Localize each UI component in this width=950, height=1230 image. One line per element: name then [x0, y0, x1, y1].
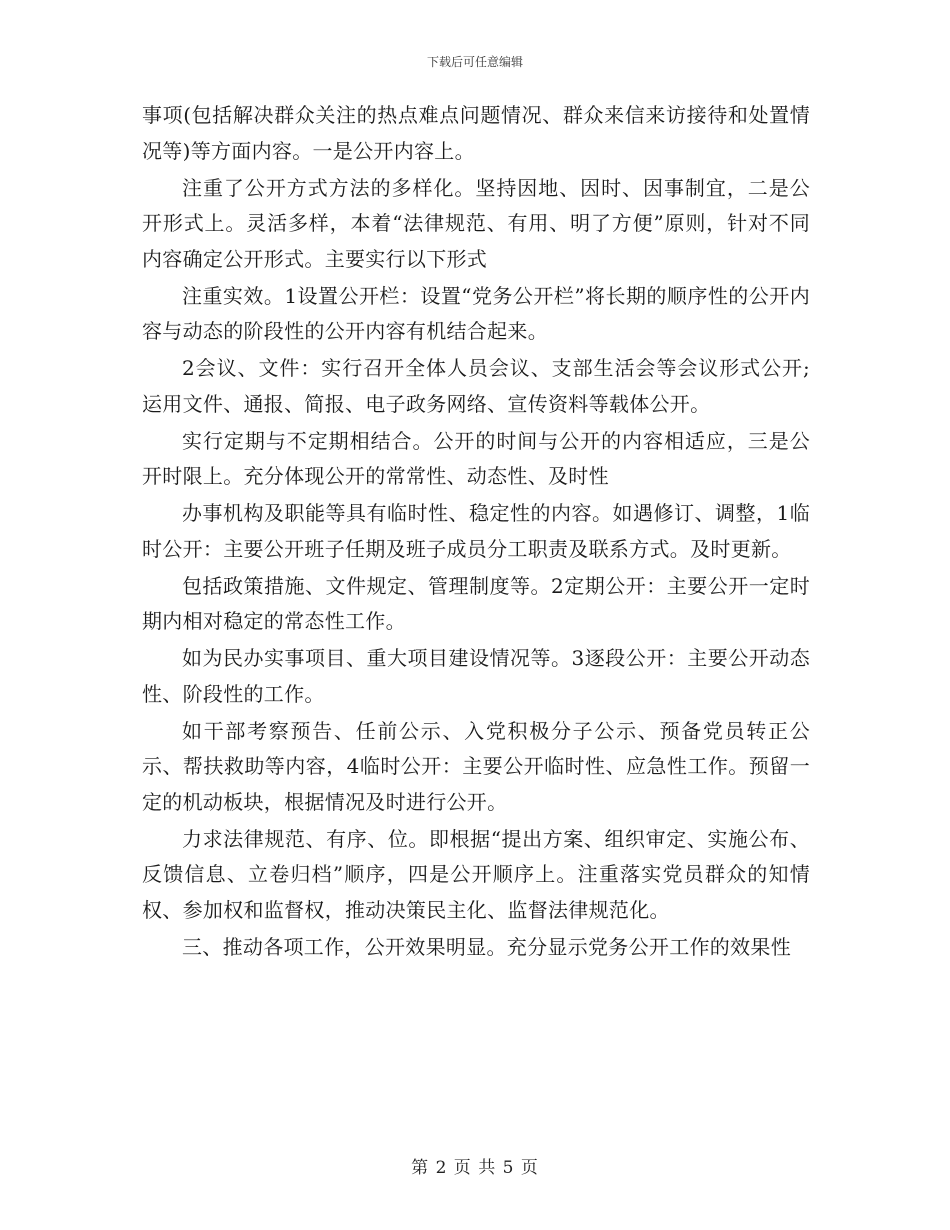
- paragraph-8: 如为民办实事项目、重大项目建设情况等。3逐段公开：主要公开动态性、阶段性的工作。: [142, 646, 810, 706]
- paragraph-6: 办事机构及职能等具有临时性、稳定性的内容。如遇修订、调整，1临时公开：主要公开班子任期及班子成员分工职责及联系方式。及时更新。: [142, 501, 810, 561]
- paragraph-7: 包括政策措施、文件规定、管理制度等。2定期公开：主要公开一定时期内相对稳定的常态性工作。: [142, 573, 810, 633]
- paragraph-10: 力求法律规范、有序、位。即根据“提出方案、组织审定、实施公布、反馈信息、立卷归档”顺序，四是公开顺序上。注重落实党员群众的知情权、参加权和监督权，推动决策民主化、监督法律规范化。: [142, 826, 810, 922]
- paragraph-3: 注重实效。1设置公开栏：设置“党务公开栏”将长期的顺序性的公开内容与动态的阶段性的公开内容有机结合起来。: [142, 283, 810, 343]
- document-body: [142, 98, 810, 967]
- paragraph-11: 三、推动各项工作，公开效果明显。充分显示党务公开工作的效果性: [182, 934, 791, 959]
- paragraph-5: 实行定期与不定期相结合。公开的时间与公开的内容相适应，三是公开时限上。充分体现公开的常常性、动态性、及时性: [142, 428, 810, 488]
- page-number: 第 2 页 共 5 页: [411, 1158, 539, 1178]
- paragraph-4: 2会议、文件：实行召开全体人员会议、支部生活会等会议形式公开;运用文件、通报、简报、电子政务网络、宣传资料等载体公开。: [142, 356, 810, 416]
- header-note: 下载后可任意编辑: [426, 55, 523, 69]
- paragraph-1: 事项(包括解决群众关注的热点难点问题情况、群众来信来访接待和处置情况等)等方面内容。一是公开内容上。: [142, 103, 810, 163]
- paragraph-9: 如干部考察预告、任前公示、入党积极分子公示、预备党员转正公示、帮扶救助等内容，4临时公开：主要公开临时性、应急性工作。预留一定的机动板块，根据情况及时进行公开。: [142, 718, 810, 814]
- paragraph-2: 注重了公开方式方法的多样化。坚持因地、因时、因事制宜，二是公开形式上。灵活多样，本着“法律规范、有用、明了方便”原则，针对不同内容确定公开形式。主要实行以下形式: [142, 175, 810, 271]
